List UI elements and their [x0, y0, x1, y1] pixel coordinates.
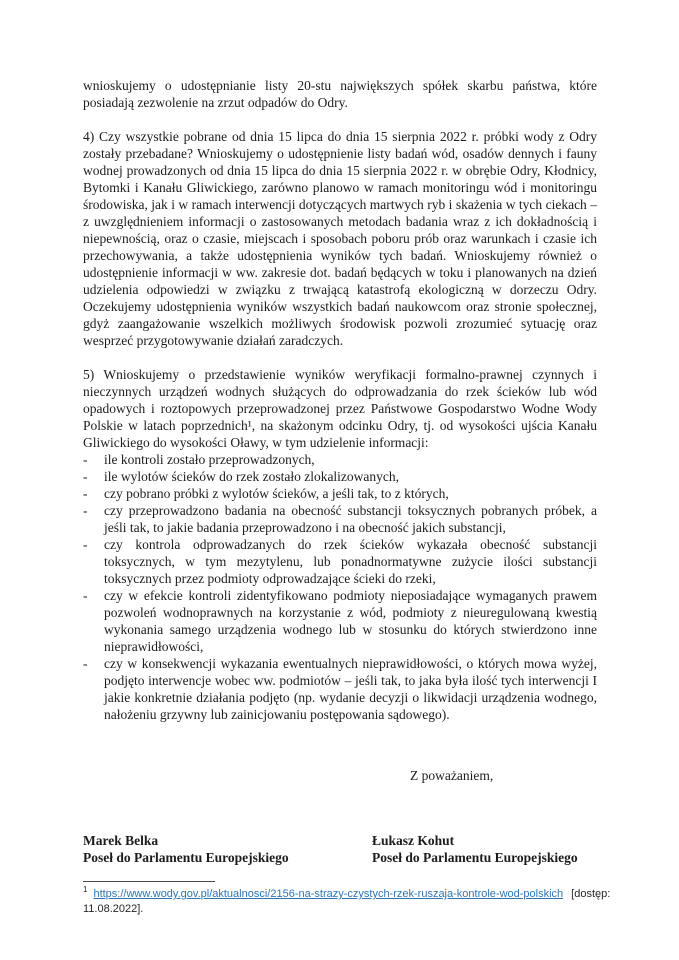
list-item	[83, 485, 597, 502]
list-item	[83, 502, 597, 536]
list-item	[83, 655, 597, 723]
list-item-text: czy kontrola odprowadzanych do rzek ścieków wykazała obecność substancji toksycznych, w tym mezytylenu, lub ponadnormatywne zużycie ilości substancji toksycznych przez podmioty odprowadzające ścieki do rzeki,	[104, 537, 597, 586]
bullet-dash: -	[83, 537, 88, 552]
list-item-text: czy przeprowadzono badania na obecność substancji toksycznych pobranych próbek, a jeśli tak, to jakie badania przeprowadzono i na obecność jakich substancji,	[104, 503, 597, 535]
bullet-dash: -	[83, 452, 88, 467]
footnote-left	[83, 887, 563, 902]
list-item-text: czy w efekcie kontroli zidentyfikowano podmioty nieposiadające wymaganych prawem pozwoleń wodnoprawnych na korzystanie z wód, podmioty z nieuregulowaną kwestią wykonania samego urządzenia wodnego lub w stosunku do których stwierdzono inne nieprawidłowości,	[104, 588, 597, 654]
list-item-text: ile kontroli zostało przeprowadzonych,	[104, 452, 315, 467]
question-5-list	[83, 451, 597, 723]
footnote-access-label: [dostęp:	[571, 888, 611, 900]
footnote-access-date: 11.08.2022].	[83, 903, 144, 915]
bullet-dash: -	[83, 469, 88, 484]
signature-lukasz-kohut	[372, 832, 597, 866]
footnote	[83, 885, 611, 917]
closing-salutation: Z poważaniem,	[410, 768, 494, 783]
footnote-link[interactable]: https://www.wody.gov.pl/aktualnosci/2156-na-strazy-czystych-rzek-ruszaja-kontrole-wod-polskich	[93, 888, 564, 900]
question-4-paragraph: 4) Czy wszystkie pobrane od dnia 15 lipca do dnia 15 sierpnia 2022 r. próbki wody z Odry zostały przebadane? Wnioskujemy o udostępnienie listy badań wód, osadów dennych i fauny wodnej prowadzonych od dnia 15 lipca do dnia 15 sierpnia 2022 r. w obrębie Odry, Kłodnicy, Bytomki i Kanału Gliwickiego, zarówno planowo w ramach monitoringu wód i monitoringu środowiska, jak i w ramach interwencji dotyczących martwych ryb i skażenia w tych ciekach – z uwzględnieniem informacji o zastosowanych metodach badania wraz z ich dokładnością i niepewnością, oraz o czasie, miejscach i sposobach poboru prób oraz warunkach i czasie ich przechowywania, a także udostępnienia wyników tych badań. Wnioskujemy również o udostępnienie informacji w ww. zakresie dot. badań będących w toku i planowanych na dzień udzielenia odpowiedzi w związku z trwającą katastrofą ekologiczną w dorzeczu Odry. Oczekujemy udostępnienia wyników wszystkich badań naukowcom oraz stronie społecznej, gdyż zaangażowanie wszelkich możliwych środowisk pozwoli zrozumieć sytuację oraz wesprzeć przygotowywanie działań zaradczych.	[83, 129, 597, 348]
list-item	[83, 451, 597, 468]
list-item-text: czy w konsekwencji wykazania ewentualnych nieprawidłowości, o których mowa wyżej, podjęto interwencje wobec ww. podmiotów – jeśli tak, to jaka była ilość tych interwencji I jakie konkretnie działania podjęto (np. wydanie decyzji o likwidacji urządzenia wodnego, nałożeniu grzywny lub zainicjowaniu postępowania sądowego).	[104, 656, 597, 722]
signatory-name: Łukasz Kohut	[372, 833, 455, 848]
footnote-line-1	[83, 885, 611, 902]
footnote-separator	[83, 881, 215, 882]
footnote-marker: 1	[83, 885, 88, 895]
bullet-dash: -	[83, 656, 88, 671]
signature-block	[83, 832, 597, 866]
bullet-dash: -	[83, 503, 88, 518]
signatory-name: Marek Belka	[83, 833, 159, 848]
list-item-text: czy pobrano próbki z wylotów ścieków, a jeśli tak, to z których,	[104, 486, 449, 501]
bullet-dash: -	[83, 588, 88, 603]
signatory-title: Poseł do Parlamentu Europejskiego	[83, 850, 289, 865]
list-item-text: ile wylotów ścieków do rzek zostało zlokalizowanych,	[104, 469, 400, 484]
signature-marek-belka	[83, 832, 372, 866]
list-item	[83, 587, 597, 655]
signatory-title: Poseł do Parlamentu Europejskiego	[372, 850, 578, 865]
question-5-paragraph: 5) Wnioskujemy o przedstawienie wyników weryfikacji formalno-prawnej czynnych i nieczynnych urządzeń wodnych służących do odprowadzania do rzek ścieków lub wód opadowych i roztopowych przeprowadzonej przez Państwowe Gospodarstwo Wodne Wody Polskie w latach poprzednich¹, na skażonym odcinku Odry, tj. od wysokości ujścia Kanału Gliwickiego do wysokości Oławy, w tym udzielenie informacji:	[83, 367, 597, 450]
intro-paragraph: wnioskujemy o udostępnianie listy 20-stu największych spółek skarbu państwa, które posiadają zezwolenie na zrzut odpadów do Odry.	[83, 78, 597, 110]
bullet-dash: -	[83, 486, 88, 501]
list-item	[83, 536, 597, 587]
list-item	[83, 468, 597, 485]
